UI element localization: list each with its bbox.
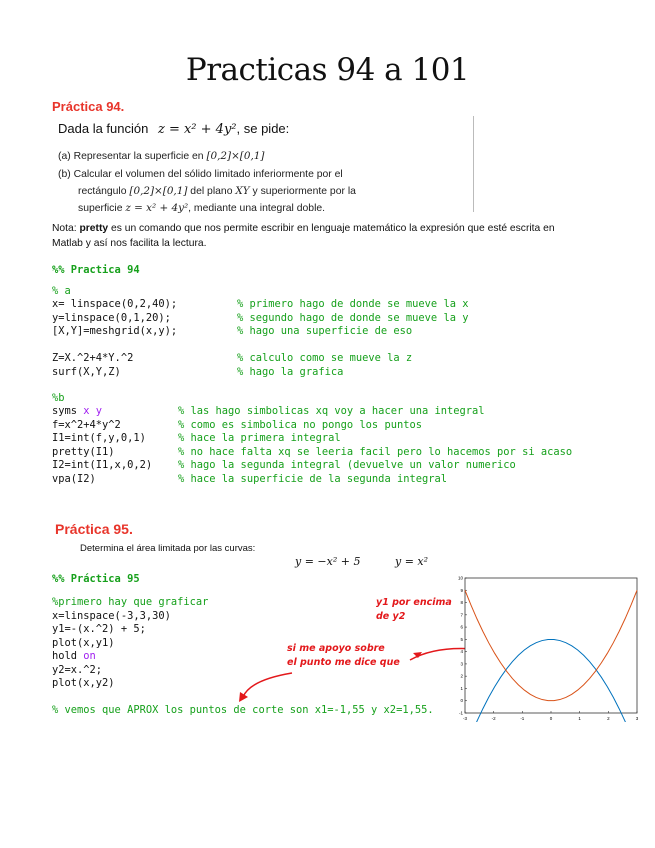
p94-code-block-a [52, 298, 468, 339]
p94-given-suffix: , se pide: [236, 121, 290, 136]
nota-line1: es un comando que nos permite escribir en lenguaje matemático la expresión que esté escrita en [110, 223, 555, 234]
code-comment: % calculo como se mueve la z [237, 352, 413, 364]
x-tick-label: -2 [491, 716, 496, 721]
code-line: y2=x.^2; [52, 663, 103, 676]
divider-line [473, 116, 474, 212]
code-comment: % como es simbolica no pongo los puntos [178, 418, 422, 431]
code-line: I2=int(I1,x,0,2) [52, 459, 153, 471]
code-line: f=x^2+4*y^2 [52, 418, 121, 431]
code-line: y1=-(x.^2) + 5; [52, 623, 146, 635]
y-tick-label: 5 [460, 636, 463, 642]
x-tick-label: 2 [607, 716, 610, 721]
p95-curve2: y = x² [395, 555, 429, 568]
y-tick-label: 2 [460, 673, 463, 679]
p95-code-header: %% Práctica 95 [52, 573, 140, 585]
code-comment: % no hace falta xq se leeria facil pero lo hacemos por si acaso [178, 445, 573, 458]
item-b-line2-pre: rectángulo [78, 186, 127, 197]
page-title: Practicas 94 a 101 [185, 52, 470, 88]
nota-label: Nota: [52, 223, 77, 234]
item-b-line2-math2: XY [235, 185, 250, 197]
p94-item-a [58, 150, 264, 162]
item-b-label: (b) [58, 169, 71, 180]
p95-heading: Práctica 95. [55, 521, 133, 537]
p94-code-block-a2 [52, 352, 412, 379]
p94-given-func: z = x² + 4y² [157, 122, 237, 137]
y-tick-label: 9 [460, 587, 463, 593]
x-tick-label: 3 [635, 716, 639, 721]
hold-arg: on [83, 650, 96, 662]
code-comment: % hago una superficie de eso [237, 325, 413, 337]
code-line: vpa(I2) [52, 472, 96, 485]
p95-prompt: Determina el área limitada por las curvas: [80, 543, 256, 554]
p95-final-comment: % vemos que APROX los puntos de corte son x1=-1,55 y x2=1,55. [52, 704, 434, 716]
code-line: y=linspace(0,1,20); [52, 311, 171, 324]
code-comment: % hago la grafica [237, 365, 344, 378]
item-a-math: [0,2]×[0,1] [206, 150, 265, 162]
code-line: pretty(I1) [52, 445, 115, 458]
item-b-line2-post: y superiormente por la [252, 186, 356, 197]
y-tick-label: 6 [460, 624, 463, 630]
hold-keyword: hold [52, 650, 78, 662]
annotation2-line2: el punto me dice que [287, 657, 400, 668]
arrow-to-comment [243, 673, 292, 697]
y-tick-label: 1 [460, 685, 463, 691]
annotation2-line1: si me apoyo sobre [287, 643, 385, 654]
x-tick-label: -1 [520, 716, 525, 721]
code-line: x= linspace(0,2,40); [52, 298, 178, 310]
item-b-line3-post: , mediante una integral doble. [188, 203, 326, 214]
item-b-line3-pre: superficie [78, 203, 123, 214]
code-line: Z=X.^2+4*Y.^2 [52, 352, 134, 364]
item-a-text: Representar la superficie en [73, 151, 204, 162]
p94-code-a: % a [52, 285, 71, 297]
code-line: I1=int(f,y,0,1) [52, 432, 146, 444]
annotation-y1-above [376, 596, 452, 624]
code-comment: % hago la segunda integral (devuelve un valor numerico [178, 459, 516, 471]
code-line: [X,Y]=meshgrid(x,y); [52, 325, 178, 337]
annotation1-line2: de y2 [376, 611, 406, 622]
code-comment: % las hago simbolicas xq voy a hacer una integral [178, 405, 485, 417]
x-tick-label: -3 [462, 716, 468, 721]
code-comment: % segundo hago de donde se mueve la y [237, 311, 469, 324]
code-line: plot(x,y1) [52, 636, 115, 649]
item-b-line1: Calcular el volumen del sólido limitado inferiormente por el [73, 169, 343, 180]
item-b-line2-math: [0,2]×[0,1] [129, 185, 188, 197]
p95-curve1: y = −x² + 5 [295, 555, 361, 568]
chart [455, 570, 645, 722]
code-comment: % hace la primera integral [178, 432, 341, 444]
annotation1-line1: y1 por encima [376, 597, 452, 608]
code-line: surf(X,Y,Z) [52, 365, 121, 378]
y-tick-label: 0 [460, 698, 463, 704]
p95-code-block [52, 596, 208, 691]
arrowhead-icon [239, 692, 248, 702]
syms-keyword: syms [52, 405, 78, 417]
p94-code-b: %b [52, 392, 65, 404]
p94-code-header: %% Practica 94 [52, 264, 140, 276]
code-line: plot(x,y2) [52, 677, 115, 689]
p94-nota [52, 221, 632, 251]
y-tick-label: 8 [460, 600, 463, 606]
p94-given-prefix: Dada la función [58, 121, 149, 136]
p94-code-block-b [52, 405, 572, 486]
item-b-line2-mid: del plano [190, 186, 233, 197]
syms-vars: x y [83, 405, 103, 417]
code-comment: % hace la superficie de la segunda integral [178, 472, 447, 485]
item-a-label: (a) [58, 151, 71, 162]
code-line: x=linspace(-3,3,30) [52, 609, 171, 622]
y-tick-label: 3 [460, 661, 463, 667]
nota-bold: pretty [79, 223, 109, 234]
y-tick-label: 10 [457, 575, 463, 581]
x-tick-label: 1 [578, 716, 581, 721]
y-tick-label: 7 [460, 612, 463, 618]
code-comment: %primero hay que graficar [52, 596, 209, 608]
nota-line2: Matlab y así nos facilita la lectura. [52, 238, 207, 249]
x-tick-label: 0 [549, 716, 553, 721]
code-comment: % primero hago de donde se mueve la x [237, 298, 469, 310]
p94-given [58, 121, 289, 137]
y-tick-label: 4 [460, 649, 463, 655]
item-b-line3-math: z = x² + 4y² [125, 202, 189, 214]
p94-heading: Práctica 94. [52, 99, 125, 114]
y-tick-label: -1 [458, 710, 463, 716]
p94-item-b [58, 166, 356, 217]
